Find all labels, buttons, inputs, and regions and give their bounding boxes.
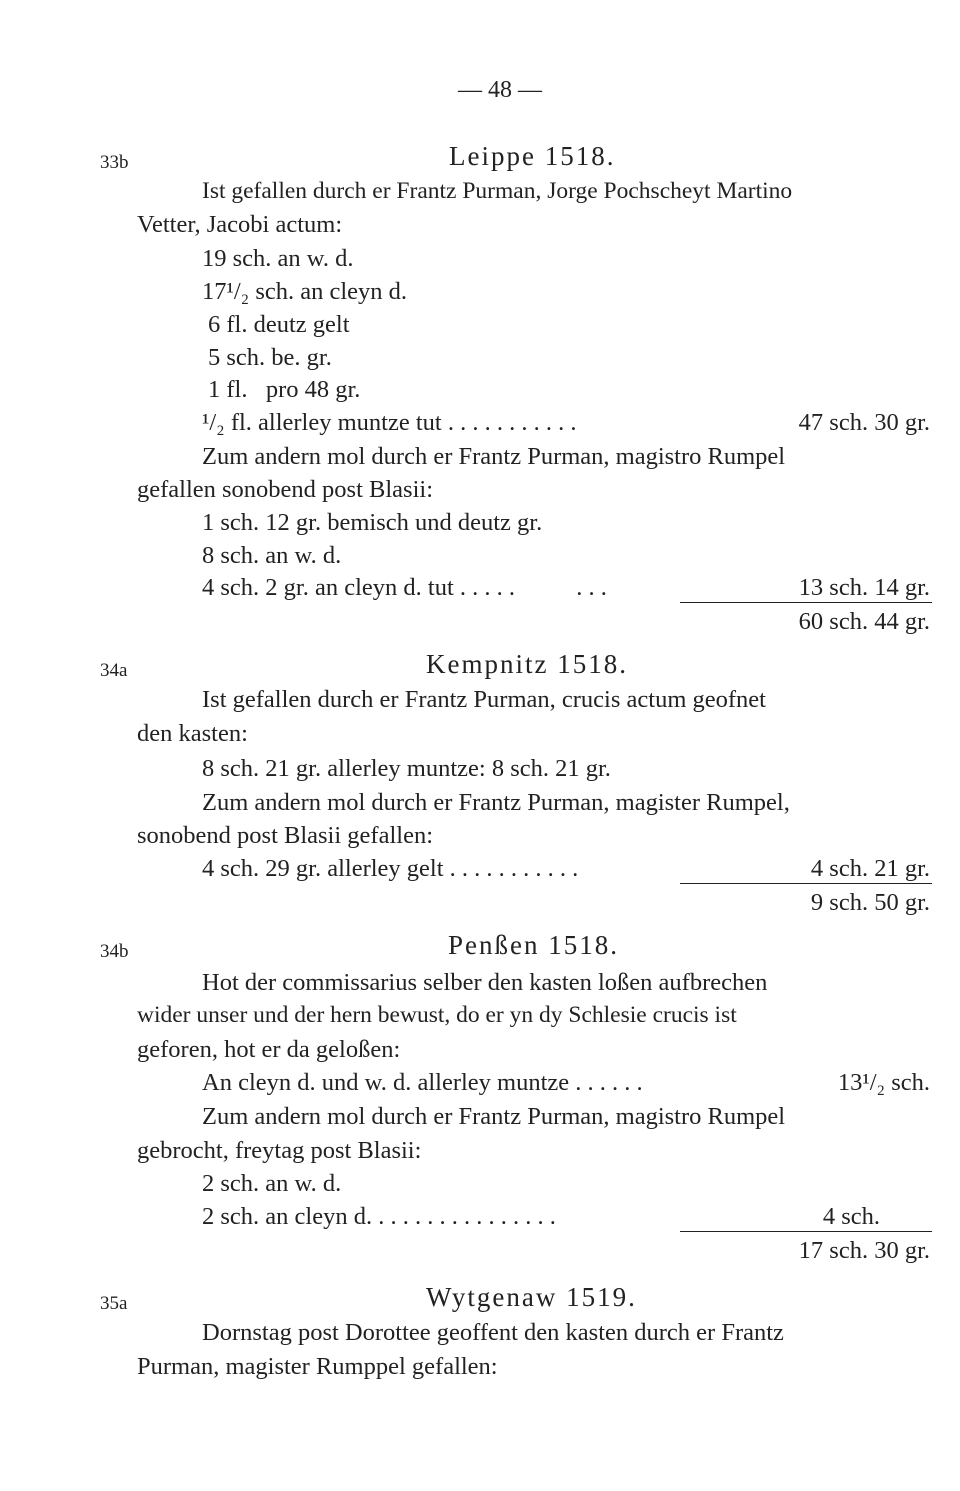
amount: 4 sch. 21 gr.: [810, 855, 930, 882]
text-line: geforen, hot er da geloßen:: [137, 1036, 401, 1063]
text-line: wider unser und der hern bewust, do er yn dy Schlesie crucis ist: [137, 1002, 737, 1028]
text-line: 6 fl. deutz gelt: [208, 311, 350, 338]
text-line: 4 sch. 29 gr. allerley gelt . . . . . . . . . . .: [202, 855, 579, 882]
text-line: Zum andern mol durch er Frantz Purman, magister Rumpel,: [202, 789, 790, 816]
text-line: 1 sch. 12 gr. bemisch und deutz gr.: [202, 509, 543, 536]
text-line: Zum andern mol durch er Frantz Purman, magistro Rumpel: [202, 1103, 786, 1130]
section-heading: Wytgenaw 1519.: [426, 1282, 637, 1312]
text-line: gefallen sonobend post Blasii:: [137, 476, 433, 503]
text-line: Ist gefallen durch er Frantz Purman, Jorge Pochscheyt Martino: [202, 178, 793, 204]
sum-rule: [680, 1231, 932, 1232]
text-line: gebrocht, freytag post Blasii:: [137, 1137, 422, 1164]
margin-note: 34a: [100, 660, 128, 681]
amount: 13 sch. 14 gr.: [798, 574, 930, 601]
text-line: Purman, magister Rumppel gefallen:: [137, 1353, 498, 1380]
text-line: 8 sch. 21 gr. allerley muntze: 8 sch. 21 gr.: [202, 755, 611, 782]
amount: 4 sch.: [822, 1203, 880, 1230]
section-total: 9 sch. 50 gr.: [810, 889, 930, 916]
section-heading: Leippe 1518.: [449, 141, 616, 171]
section-total: 17 sch. 30 gr.: [798, 1237, 930, 1264]
page-number: — 48 —: [458, 77, 542, 103]
section-heading: Penßen 1518.: [448, 930, 619, 960]
text-line: 8 sch. an w. d.: [202, 542, 342, 569]
margin-note: 33b: [100, 152, 129, 173]
text-line: 19 sch. an w. d.: [202, 245, 354, 272]
margin-note: 35a: [100, 1293, 128, 1314]
amount: 13¹/₂ sch.: [837, 1069, 930, 1096]
text-line: 4 sch. 2 gr. an cleyn d. tut . . . . . . . .: [202, 574, 607, 601]
text-line: An cleyn d. und w. d. allerley muntze . . . . . .: [202, 1069, 643, 1096]
text-line: Dornstag post Dorottee geoffent den kasten durch er Frantz: [202, 1319, 784, 1346]
section-heading: Kempnitz 1518.: [426, 649, 628, 679]
text-line: 2 sch. an w. d.: [202, 1170, 342, 1197]
text-line: sonobend post Blasii gefallen:: [137, 822, 433, 849]
text-line: 5 sch. be. gr.: [208, 344, 332, 371]
sum-rule: [680, 602, 932, 603]
text-line: Hot der commissarius selber den kasten loßen aufbrechen: [202, 969, 768, 996]
text-line: 17¹/₂ sch. an cleyn d.: [202, 278, 408, 305]
amount: 47 sch. 30 gr.: [798, 409, 930, 436]
text-line: 1 fl. pro 48 gr.: [208, 376, 361, 403]
text-line: Zum andern mol durch er Frantz Purman, magistro Rumpel: [202, 443, 786, 470]
margin-note: 34b: [100, 941, 129, 962]
text-line: Vetter, Jacobi actum:: [137, 211, 343, 238]
text-line: Ist gefallen durch er Frantz Purman, crucis actum geofnet: [202, 686, 766, 713]
text-line: den kasten:: [137, 720, 248, 747]
text-line: ¹/₂ fl. allerley muntze tut . . . . . . . . . . .: [202, 409, 577, 436]
sum-rule: [680, 883, 932, 884]
text-line: 2 sch. an cleyn d. . . . . . . . . . . . . . . .: [202, 1203, 556, 1230]
section-total: 60 sch. 44 gr.: [798, 608, 930, 635]
